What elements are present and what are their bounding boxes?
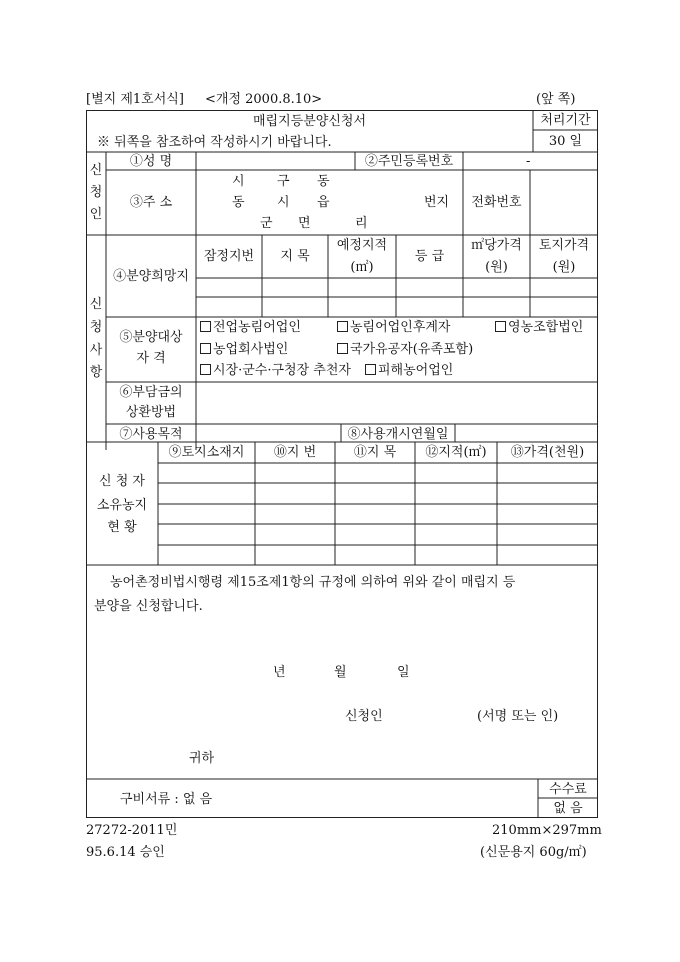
approval-date: 95.6.14 승인 — [86, 845, 165, 860]
form-code: 27272-2011민 — [86, 823, 178, 838]
addr-gun: 군 — [260, 216, 273, 231]
applicant-side-1: 신 — [89, 163, 103, 178]
required-documents: 구비서류 : 없 음 — [120, 792, 213, 807]
col-lot-number: ⑩지 번 — [273, 445, 317, 460]
checkbox-icon[interactable] — [365, 364, 376, 375]
checkbox-icon[interactable] — [200, 321, 211, 332]
revision-date: <개정 2000.8.10> — [205, 92, 323, 107]
date-day: 일 — [397, 665, 410, 680]
col-planned-area-unit: (㎡) — [350, 260, 374, 275]
col-unit-price-unit: (원) — [485, 260, 508, 275]
option-veteran[interactable]: 국가유공자(유족포함) — [337, 343, 473, 356]
addr-eup: 읍 — [317, 195, 330, 210]
processing-period-label: 처리기간 — [540, 113, 591, 128]
desired-land-label: ④분양희망지 — [113, 269, 189, 284]
request-side-4: 항 — [89, 365, 103, 380]
signature-note: (서명 또는 인) — [477, 709, 559, 724]
purpose-label: ⑦사용목적 — [119, 427, 183, 442]
addr-ri: 리 — [355, 216, 368, 231]
applicant-side-2: 청 — [89, 185, 103, 200]
request-side-2: 청 — [89, 320, 103, 335]
page-side: (앞 쪽) — [536, 92, 576, 107]
addr-myeon: 면 — [298, 216, 311, 231]
start-date-label: ⑧사용개시연월일 — [347, 427, 449, 442]
fee-value: 없 음 — [553, 801, 583, 816]
owned-label-1: 신 청 자 — [99, 474, 145, 489]
reference-note: ※ 뒤쪽을 참조하여 작성하시기 바랍니다. — [97, 135, 332, 150]
col-provisional-lot: 잠정지번 — [203, 249, 255, 264]
rrn-separator: - — [526, 154, 531, 169]
checkbox-icon[interactable] — [200, 364, 211, 375]
paper-size: 210mm×297mm — [492, 823, 602, 838]
option-full-time-farmer[interactable]: 전업농림어업인 — [200, 321, 301, 334]
form-number: [별지 제1호서식] — [86, 92, 184, 107]
statement-line-1: 농어촌정비법시행령 제15조제1항의 규정에 의하여 위와 같이 매립지 등 — [110, 575, 516, 590]
owned-label-2: 소유농지 — [96, 498, 148, 513]
addr-si2: 시 — [277, 195, 290, 210]
owned-label-3: 현 황 — [107, 520, 137, 535]
col-land-price: 토지가격 — [538, 238, 590, 253]
target-label-2: 자 격 — [136, 351, 166, 366]
col-category: ⑪지 목 — [353, 445, 397, 460]
repayment-label-1: ⑥부담금의 — [119, 385, 183, 400]
option-agri-corporation[interactable]: 농업회사법인 — [200, 343, 288, 356]
col-planned-area: 예정지적 — [336, 238, 388, 253]
form-title: 매립지등분양신청서 — [252, 114, 367, 129]
request-side-3: 사 — [89, 343, 103, 358]
name-label: ①성 명 — [129, 154, 173, 169]
option-recommended[interactable]: 시장·군수·구청장 추천자 — [200, 364, 351, 377]
addressee: 귀하 — [189, 751, 215, 766]
target-label-1: ⑤분양대상 — [119, 330, 183, 345]
col-area: ⑫지적(㎡) — [425, 445, 487, 460]
addr-dong2: 동 — [232, 195, 245, 210]
col-unit-price: ㎡당가격 — [471, 238, 522, 253]
col-price: ⑬가격(천원) — [510, 445, 585, 460]
col-grade: 등 급 — [414, 249, 445, 264]
fee-label: 수수료 — [549, 782, 587, 797]
option-cooperative[interactable]: 영농조합법인 — [495, 321, 583, 334]
checkbox-icon[interactable] — [200, 343, 211, 354]
applicant-signature-label: 신청인 — [345, 709, 383, 724]
address-label: ③주 소 — [129, 195, 173, 210]
checkbox-icon[interactable] — [495, 321, 506, 332]
addr-beonji: 번지 — [424, 195, 450, 210]
checkbox-icon[interactable] — [337, 321, 348, 332]
date-month: 월 — [334, 665, 347, 680]
rrn-label: ②주민등록번호 — [364, 154, 454, 169]
applicant-side-3: 인 — [89, 207, 103, 222]
option-damaged-farmer[interactable]: 피해농어업인 — [365, 364, 453, 377]
addr-dong: 동 — [317, 174, 330, 189]
option-successor[interactable]: 농림어업인후계자 — [337, 321, 450, 334]
processing-period-value: 30 일 — [548, 134, 583, 149]
col-location: ⑨토지소재지 — [168, 445, 245, 460]
addr-gu: 구 — [277, 174, 290, 189]
addr-si: 시 — [232, 174, 245, 189]
repayment-label-2: 상환방법 — [125, 405, 177, 420]
paper-type: (신문용지 60g/㎡) — [480, 845, 587, 860]
statement-line-2: 분양을 신청합니다. — [94, 599, 203, 614]
date-year: 년 — [273, 665, 286, 680]
checkbox-icon[interactable] — [337, 343, 348, 354]
request-side-1: 신 — [89, 297, 103, 312]
col-land-category: 지 목 — [280, 249, 310, 264]
phone-label: 전화번호 — [471, 195, 522, 210]
col-land-price-unit: (원) — [552, 260, 576, 275]
